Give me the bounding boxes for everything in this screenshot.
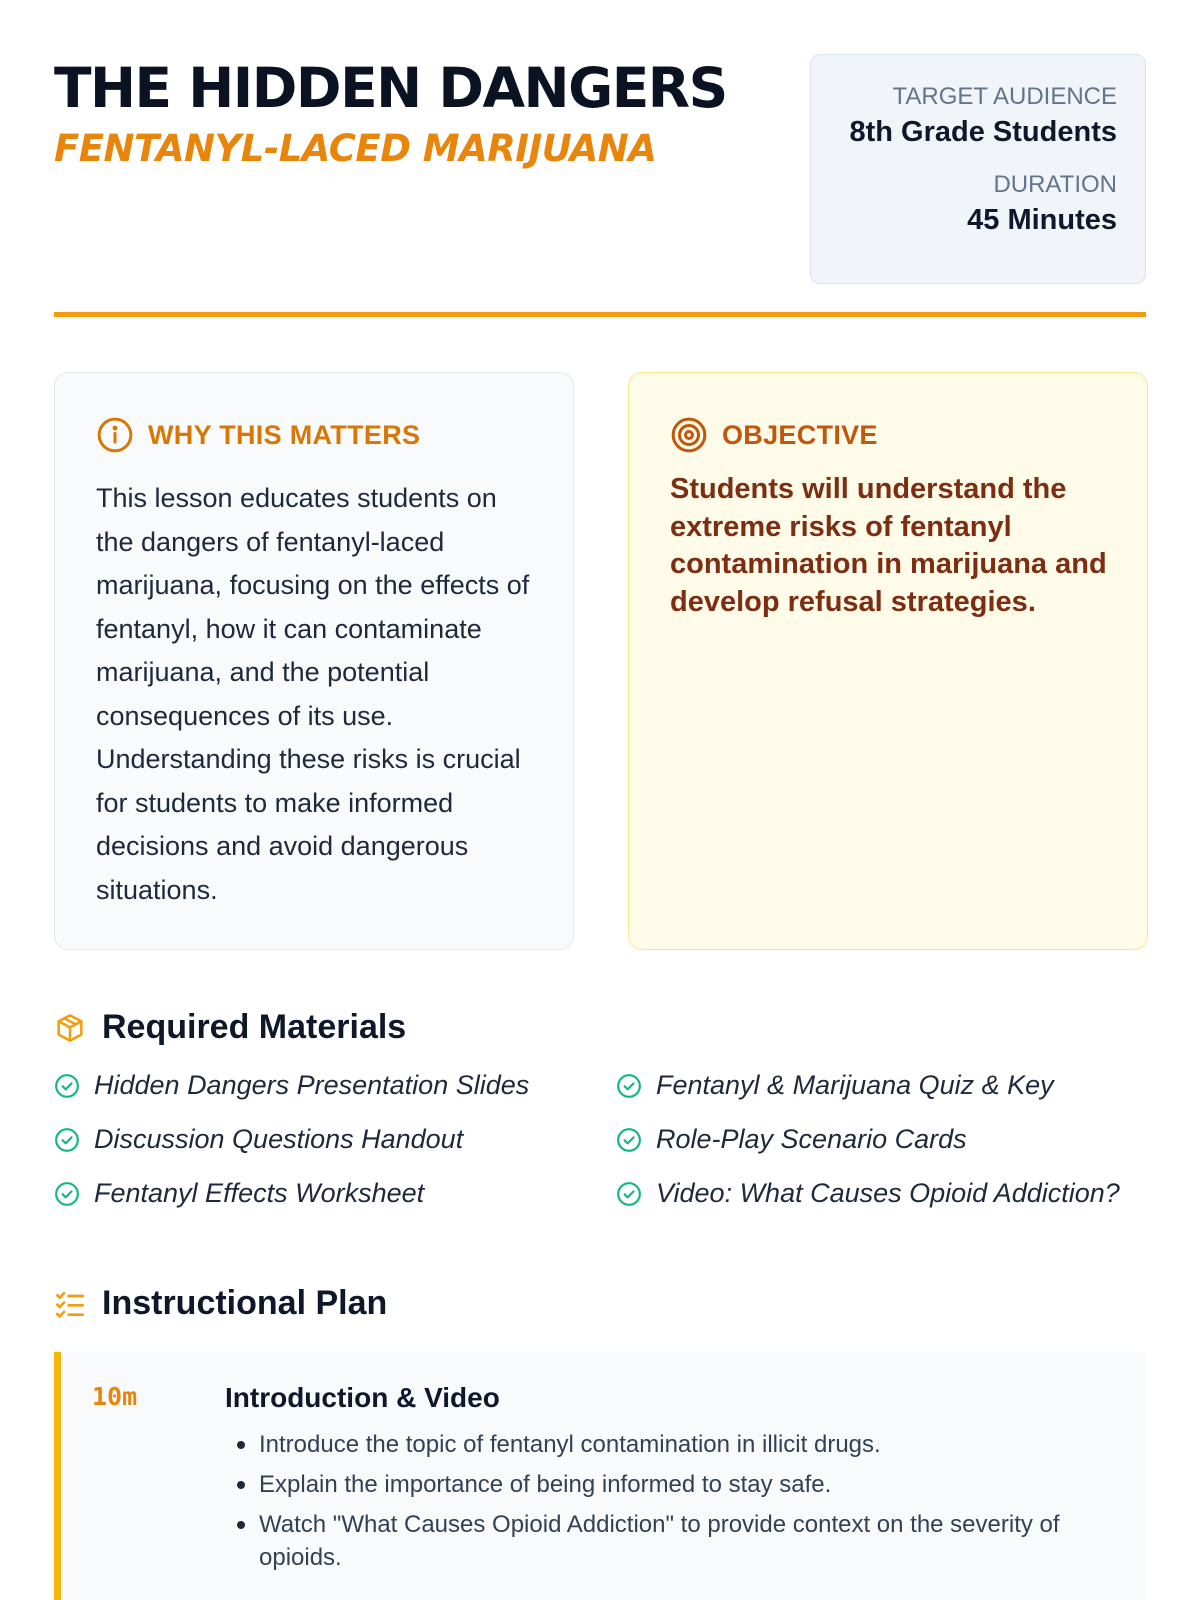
plan-title: Instructional Plan <box>102 1284 388 1322</box>
list-item <box>54 1178 424 1209</box>
check-circle-icon <box>54 1181 80 1207</box>
materials-title: Required Materials <box>102 1008 407 1046</box>
header-divider <box>54 312 1146 317</box>
list-item <box>616 1070 1054 1101</box>
plan-heading <box>54 1284 387 1323</box>
lesson-header <box>54 54 1146 286</box>
check-circle-icon <box>54 1073 80 1099</box>
list-item <box>616 1124 967 1155</box>
material-label: Role-Play Scenario Cards <box>656 1124 967 1154</box>
objective-card-heading <box>670 415 1107 455</box>
check-circle-icon <box>616 1181 642 1207</box>
list-item: Watch "What Causes Opioid Addiction" to provide context on the severity of opioids. <box>231 1508 1111 1574</box>
lesson-info-box <box>810 54 1146 284</box>
objective-card-body: Students will understand the extreme risks of fentanyl contamination in marijuana and develop refusal strategies. <box>670 473 1107 618</box>
material-label: Hidden Dangers Presentation Slides <box>94 1070 530 1100</box>
plan-step-title: Introduction & Video <box>225 1382 500 1413</box>
list-item <box>616 1178 1120 1209</box>
plan-step-duration: 10m <box>92 1382 138 1411</box>
lesson-subtitle: FENTANYL-LACED MARIJUANA <box>54 127 657 170</box>
lesson-title: THE HIDDEN DANGERS <box>54 56 727 120</box>
material-label: Fentanyl & Marijuana Quiz & Key <box>656 1070 1054 1100</box>
why-card-body: This lesson educates students on the dangers of fentanyl-laced marijuana, focusing on the effects of fentanyl, how it can contaminate marijuana, and the potential consequences of its use. Understanding these risks is crucial for students to make informed decisions and avoid dangerous situations. <box>96 483 530 905</box>
info-circle-icon <box>96 416 134 454</box>
target-icon <box>670 416 708 454</box>
material-label: Fentanyl Effects Worksheet <box>94 1178 425 1208</box>
list-item: Explain the importance of being informed to stay safe. <box>231 1468 1111 1501</box>
checklist-icon <box>54 1288 86 1320</box>
check-circle-icon <box>616 1073 642 1099</box>
objective-card <box>628 372 1148 950</box>
plan-step-bullets <box>231 1428 1111 1581</box>
objective-card-title: OBJECTIVE <box>722 419 878 450</box>
list-item <box>54 1124 463 1155</box>
duration-label: DURATION <box>993 171 1117 198</box>
material-label: Video: What Causes Opioid Addiction? <box>656 1178 1120 1208</box>
why-card-title: WHY THIS MATTERS <box>148 419 421 450</box>
check-circle-icon <box>616 1127 642 1153</box>
materials-heading <box>54 1008 406 1047</box>
why-card-heading <box>96 415 533 455</box>
plan-step <box>54 1352 1146 1600</box>
list-item <box>54 1070 529 1101</box>
duration-value: 45 Minutes <box>967 204 1117 236</box>
package-icon <box>54 1012 86 1044</box>
audience-label: TARGET AUDIENCE <box>892 83 1117 110</box>
audience-value: 8th Grade Students <box>849 116 1117 148</box>
list-item: Introduce the topic of fentanyl contamination in illicit drugs. <box>231 1428 1111 1461</box>
why-this-matters-card <box>54 372 574 950</box>
check-circle-icon <box>54 1127 80 1153</box>
material-label: Discussion Questions Handout <box>94 1124 464 1154</box>
